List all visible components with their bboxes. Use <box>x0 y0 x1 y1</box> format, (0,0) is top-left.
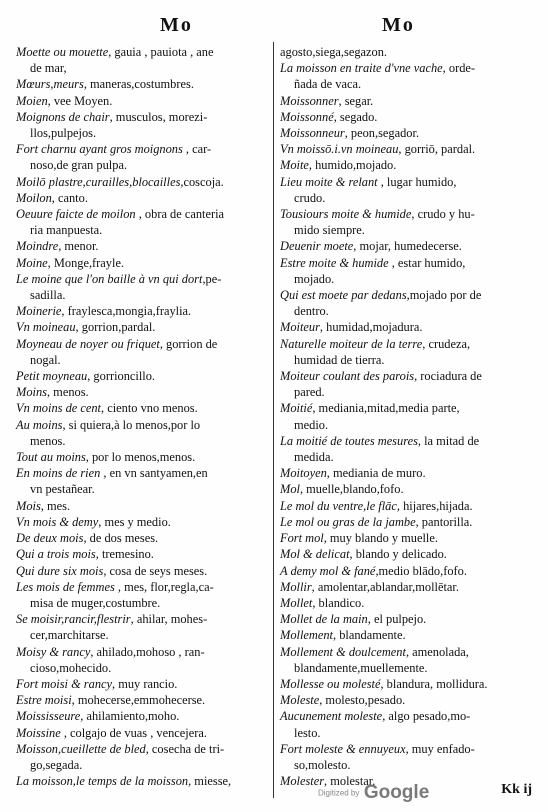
entry-translation: , ciento vno menos. <box>101 401 198 416</box>
entry-translation: , segar. <box>338 93 374 108</box>
entry-translation: , molesto,pesado. <box>319 693 406 708</box>
dictionary-entry <box>16 692 268 708</box>
entry-headword: Qui a trois mois <box>16 547 96 562</box>
entry-headword: Mollet <box>280 595 313 610</box>
entry-translation: , gauia , pauiota , ane <box>108 45 214 59</box>
dictionary-entry <box>280 498 534 514</box>
dictionary-entry <box>16 725 268 741</box>
entry-headword: Moilon <box>16 190 52 205</box>
entry-translation: , blandamente. <box>333 628 406 643</box>
entry-translation: , ahilamiento,moho. <box>80 709 180 724</box>
entry-headword: Moiteur <box>280 320 320 335</box>
dictionary-entry <box>280 109 534 125</box>
entry-headword: Fort mol <box>280 531 324 546</box>
entry-headword: Au moins <box>16 417 63 432</box>
dictionary-entry <box>280 174 534 206</box>
entry-translation: , peon,segador. <box>344 126 420 141</box>
dictionary-entry <box>16 303 268 319</box>
dictionary-entry <box>16 255 268 271</box>
dictionary-entry <box>16 514 268 530</box>
entry-translation: , menor. <box>58 239 99 254</box>
entry-continuation: medida. <box>294 450 334 465</box>
entry-translation: , obra de canteria <box>135 207 225 222</box>
dictionary-entry <box>280 157 534 173</box>
entry-headword: Vn mois & demy <box>16 514 99 529</box>
entry-continuation: noso,de gran pulpa. <box>30 158 128 173</box>
dictionary-entry <box>16 190 268 206</box>
dictionary-entry <box>16 563 268 579</box>
entry-headword: Mœurs,meurs <box>16 77 84 92</box>
entry-translation: , segado. <box>333 109 378 124</box>
entry-continuation: cioso,mohecido. <box>30 660 112 675</box>
entry-translation: , crudeza, <box>422 336 471 351</box>
entry-translation: , maneras,costumbres. <box>83 77 194 92</box>
entry-translation: , blandico. <box>312 595 365 610</box>
entry-translation: , gorrioncillo. <box>87 369 156 384</box>
dictionary-entry <box>280 708 534 740</box>
entry-continuation: de mar, <box>30 61 67 76</box>
dictionary-entry <box>280 44 534 60</box>
entry-headword: Aucunement moleste <box>280 709 383 724</box>
dictionary-entry <box>280 336 534 368</box>
entry-headword: En moins de rien <box>16 466 101 481</box>
entry-headword: Moyneau de noyer ou friquet <box>16 336 160 351</box>
entry-translation: , muy blando y muelle. <box>323 531 438 546</box>
entry-headword: Moissonneur <box>280 126 345 141</box>
entry-headword: Tousiours moite & humide <box>280 207 412 222</box>
entry-headword: Moisson,cueillette de bled <box>16 741 146 756</box>
entry-translation: , Monge,frayle. <box>47 255 125 270</box>
dictionary-entry <box>280 319 534 335</box>
entry-continuation: go,segada. <box>30 757 83 772</box>
dictionary-entry <box>16 206 268 238</box>
entry-headword: Mollet de la main <box>280 612 368 627</box>
entry-headword: Moien <box>16 93 48 108</box>
dictionary-entry <box>16 417 268 449</box>
entry-headword: Mol <box>280 482 300 497</box>
entry-translation: , muelle,blando,fofo. <box>299 482 404 497</box>
entry-translation: , la mitad de <box>417 433 480 448</box>
dictionary-entry <box>16 271 268 303</box>
dictionary-entry <box>16 773 268 789</box>
entry-translation: , el pulpejo. <box>367 612 427 627</box>
dictionary-entry <box>280 595 534 611</box>
entry-headword: Mol & delicat <box>280 547 350 562</box>
entry-translation: , hijares,hijada. <box>396 498 473 513</box>
dictionary-entry <box>280 546 534 562</box>
entry-translation: , en vn santyamen,en <box>100 466 208 481</box>
entry-translation: ,medio blādo,fofo. <box>375 563 467 578</box>
entry-translation: , vee Moyen. <box>47 93 113 108</box>
dictionary-entry <box>280 579 534 595</box>
entry-translation: , mohecerse,emmohecerse. <box>71 693 206 708</box>
entry-headword: Mois <box>16 498 41 513</box>
entry-translation: , orde- <box>442 61 476 76</box>
entry-translation: , por lo menos,menos. <box>85 450 196 465</box>
signature-mark: Kk ij <box>501 782 532 797</box>
entry-continuation: menos. <box>30 433 66 448</box>
dictionary-entry <box>16 384 268 400</box>
entry-translation: , molestar. <box>324 774 376 789</box>
entry-headword: Moine <box>16 255 48 270</box>
entry-headword: Vn moineau <box>16 320 76 335</box>
entry-translation: , blandura, mollidura. <box>380 676 488 691</box>
entry-continuation: mojado. <box>294 271 335 286</box>
dictionary-entry <box>16 93 268 109</box>
entry-translation: , mes, flor,regla,ca- <box>114 579 214 594</box>
entry-headword: Moissonné <box>280 109 334 124</box>
dictionary-entry <box>280 433 534 465</box>
entry-translation: , musculos, morezi- <box>109 109 208 124</box>
entry-translation: , humidad,mojadura. <box>319 320 423 335</box>
entry-headword: A demy mol & fané <box>280 563 376 578</box>
entry-headword: Moisy & rancy <box>16 644 91 659</box>
dictionary-entry <box>280 611 534 627</box>
dictionary-entry <box>280 741 534 773</box>
entry-headword: Petit moyneau <box>16 369 88 384</box>
entry-headword: Deuenir moete <box>280 239 354 254</box>
dictionary-entry <box>280 530 534 546</box>
entry-continuation: so,molesto. <box>294 757 351 772</box>
entry-translation: ,mojado por de <box>406 288 482 303</box>
entry-headword: Moissonner <box>280 93 339 108</box>
dictionary-entry <box>280 368 534 400</box>
entry-headword: Estre moite & humide <box>280 255 389 270</box>
entry-continuation: misa de muger,costumbre. <box>30 595 161 610</box>
entry-headword: Les mois de femmes <box>16 579 115 594</box>
dictionary-entry <box>280 627 534 643</box>
dictionary-entry <box>16 400 268 416</box>
dictionary-entry <box>16 579 268 611</box>
entry-translation: , cosecha de tri- <box>145 741 225 756</box>
entry-translation: , mojar, humedecerse. <box>353 239 462 254</box>
entry-headword: Moite <box>280 158 309 173</box>
entry-translation: , canto. <box>51 190 88 205</box>
dictionary-entry <box>16 530 268 546</box>
entry-headword: Se moisir,rancir,flestrir <box>16 612 131 627</box>
entry-translation: , algo pesado,mo- <box>382 709 471 724</box>
column-divider <box>273 42 274 798</box>
dictionary-entry <box>16 319 268 335</box>
entry-headword: Moinerie <box>16 304 62 319</box>
dictionary-entry <box>280 676 534 692</box>
entry-headword: Le moine que l'on baille à vn qui dort <box>16 271 203 286</box>
entry-translation: , de dos meses. <box>83 531 159 546</box>
dictionary-entry <box>280 692 534 708</box>
entry-translation: , gorrion de <box>159 336 218 351</box>
dictionary-entry <box>280 644 534 676</box>
entry-translation: , mes. <box>40 498 71 513</box>
dictionary-entry <box>16 546 268 562</box>
entry-headword: Moitoyen <box>280 466 327 481</box>
entry-translation: , muy enfado- <box>405 741 475 756</box>
entry-headword: Oeuure faicte de moilon <box>16 207 136 222</box>
entry-headword: Moissine <box>16 725 61 740</box>
entry-continuation: lesto. <box>294 725 321 740</box>
dictionary-entry <box>280 400 534 432</box>
entry-translation: , muy rancio. <box>112 676 178 691</box>
entry-continuation: ria manpuesta. <box>30 223 103 238</box>
digitized-watermark <box>318 782 429 804</box>
entry-headword: Moississeure <box>16 709 81 724</box>
entry-continuation: medio. <box>294 417 329 432</box>
entry-continuation: sadilla. <box>30 288 66 303</box>
dictionary-entry <box>280 481 534 497</box>
dictionary-entry <box>16 741 268 773</box>
entry-continuation: humidad de tierra. <box>294 352 385 367</box>
entry-translation: , miesse, <box>188 774 232 789</box>
entry-translation: , pantorilla. <box>415 514 473 529</box>
entry-headword: De deux mois <box>16 531 84 546</box>
entry-translation: , rociadura de <box>414 369 482 384</box>
dictionary-entry <box>16 708 268 724</box>
entry-headword: Fort moisi & rancy <box>16 676 113 691</box>
dictionary-entry <box>16 676 268 692</box>
dictionary-entry <box>280 60 534 92</box>
entry-headword: Vn moins de cent <box>16 401 101 416</box>
dictionary-entry <box>16 174 268 190</box>
entry-translation: agosto,siega,segazon. <box>280 45 388 59</box>
dictionary-entry <box>280 206 534 238</box>
entry-headword: Vn moissō.i.vn moineau <box>280 142 399 157</box>
entry-translation: ,coscoja. <box>180 174 224 189</box>
entry-continuation: llos,pulpejos. <box>30 126 97 141</box>
entry-headword: Naturelle moiteur de la terre <box>280 336 423 351</box>
dictionary-entry <box>16 644 268 676</box>
entry-headword: Tout au moins <box>16 450 86 465</box>
entry-translation: , car- <box>182 142 212 157</box>
google-logo: Google <box>363 782 430 803</box>
dictionary-entry <box>280 514 534 530</box>
entry-headword: Lieu moite & relant <box>280 174 378 189</box>
entry-translation: , blando y delicado. <box>349 547 447 562</box>
entry-translation: , mediania,mitad,media parte, <box>312 401 460 416</box>
entry-headword: Qui est moete par dedans <box>280 288 407 303</box>
entry-translation: , tremesino. <box>95 547 154 562</box>
entry-headword: Le mol ou gras de la jambe <box>280 514 416 529</box>
entry-continuation: crudo. <box>294 190 326 205</box>
dictionary-entry <box>16 611 268 643</box>
entry-headword: La moitié de toutes mesures <box>280 433 418 448</box>
entry-headword: Qui dure six mois <box>16 563 104 578</box>
entry-headword: Moignons de chair <box>16 109 110 124</box>
entry-headword: Moindre <box>16 239 59 254</box>
dictionary-entry <box>280 465 534 481</box>
dictionary-entry <box>16 449 268 465</box>
entry-headword: Mollement <box>280 628 333 643</box>
dictionary-entry <box>280 125 534 141</box>
entry-translation: , estar humido, <box>388 255 466 270</box>
entry-translation: , ahilado,mohoso , ran- <box>90 644 205 659</box>
entry-headword: Le mol du ventre,le flāc <box>280 498 397 513</box>
entry-translation: , humido,mojado. <box>308 158 397 173</box>
entry-continuation: vn pestañear. <box>30 482 95 497</box>
watermark-prefix: Digitized by <box>318 788 360 798</box>
entry-headword: Mollement & doulcement <box>280 644 406 659</box>
dictionary-entry <box>280 563 534 579</box>
entry-continuation: pared. <box>294 385 325 400</box>
dictionary-entry <box>16 44 268 76</box>
dictionary-entry <box>16 498 268 514</box>
entry-headword: Molester <box>280 774 325 789</box>
entry-translation: ,pe- <box>202 271 222 286</box>
dictionary-entry <box>280 287 534 319</box>
entry-continuation: ñada de vaca. <box>294 77 362 92</box>
entry-translation: , si quiera,à lo menos,por lo <box>62 417 201 432</box>
entry-translation: , gorriō, pardal. <box>398 142 476 157</box>
entry-translation: , crudo y hu- <box>411 207 475 222</box>
entry-headword: Moins <box>16 385 47 400</box>
dictionary-entry <box>16 109 268 141</box>
entry-headword: Estre moisi <box>16 693 72 708</box>
entry-headword: Moette ou mouette <box>16 45 109 59</box>
entry-headword: Fort moleste & ennuyeux <box>280 741 406 756</box>
entry-headword: Moleste <box>280 693 320 708</box>
dictionary-entry <box>280 255 534 287</box>
entry-continuation: cer,marchitarse. <box>30 628 109 643</box>
dictionary-entry <box>16 336 268 368</box>
entry-headword: Fort charnu ayant gros moignons <box>16 142 183 157</box>
dictionary-entry <box>280 238 534 254</box>
entry-translation: , menos. <box>46 385 89 400</box>
dictionary-entry <box>280 93 534 109</box>
entry-translation: , lugar humido, <box>377 174 457 189</box>
entry-headword: Mollesse ou molesté <box>280 676 381 691</box>
right-column <box>280 44 534 789</box>
entry-translation: , mediania de muro. <box>326 466 426 481</box>
entry-continuation: nogal. <box>30 352 61 367</box>
left-column <box>16 44 268 789</box>
entry-translation: , amenolada, <box>405 644 469 659</box>
entry-continuation: mido siempre. <box>294 223 365 238</box>
entry-translation: , cosa de seys meses. <box>103 563 208 578</box>
entry-continuation: dentro. <box>294 304 329 319</box>
entry-translation: , colgajo de vuas , vencejera. <box>60 725 207 740</box>
dictionary-entry <box>16 141 268 173</box>
entry-translation: , gorrion,pardal. <box>75 320 156 335</box>
dictionary-entry <box>280 141 534 157</box>
entry-translation: , amolentar,ablandar,mollētar. <box>311 579 459 594</box>
entry-headword: La moisson en traite d'vne vache <box>280 61 443 76</box>
running-head-left: Mo <box>160 14 193 36</box>
entry-headword: Mollir <box>280 579 312 594</box>
dictionary-entry <box>16 238 268 254</box>
entry-headword: Moiteur coulant des parois <box>280 369 415 384</box>
running-head-right: Mo <box>382 14 415 36</box>
entry-continuation: blandamente,muellemente. <box>294 660 428 675</box>
entry-headword: Moitié <box>280 401 313 416</box>
dictionary-entry <box>16 465 268 497</box>
entry-translation: , mes y medio. <box>98 514 171 529</box>
dictionary-entry <box>16 368 268 384</box>
dictionary-entry <box>16 76 268 92</box>
entry-translation: , fraylesca,mongia,fraylia. <box>61 304 192 319</box>
entry-headword: Moilō plastre,curailles,blocailles <box>16 174 181 189</box>
entry-translation: , ahilar, mohes- <box>130 612 208 627</box>
entry-headword: La moisson,le temps de la moisson <box>16 774 189 789</box>
